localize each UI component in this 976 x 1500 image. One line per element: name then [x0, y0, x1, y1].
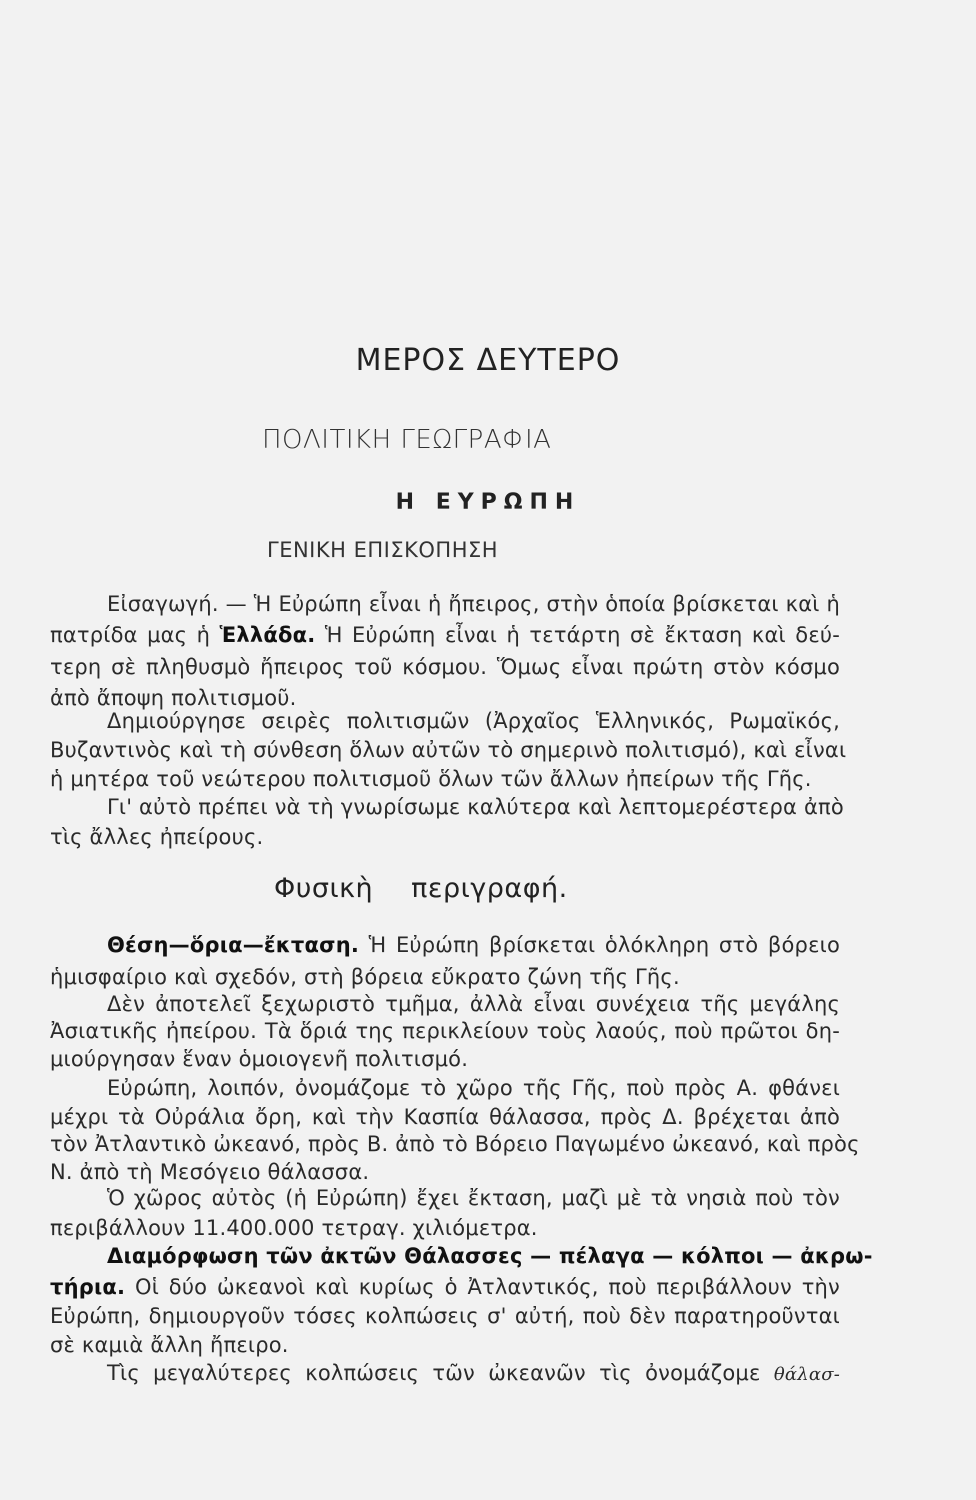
overview-title: ΓΕΝΙΚΗ ΕΠΙΣΚΟΠΗΣΗ [267, 538, 499, 562]
coasts-line-2 [50, 1275, 840, 1299]
position-line-10: Ὁ χῶρος αὐτὸς (ἡ Εὐρώπη) ἔχει ἔκταση, μαζὶ μὲ τὰ νησιὰ ποὺ τὸν [107, 1186, 840, 1210]
europe-title: Η ΕΥΡΩΠΗ [395, 490, 581, 515]
position-line-5: μιούργησαν ἕναν ὁμοιογενῆ πολιτισμό. [50, 1047, 469, 1071]
intro-line-1: Εἰσαγωγή. — Ἡ Εὐρώπη εἶναι ἡ ἤπειρος, στὴν ὁποία βρίσκεται καὶ ἡ [107, 592, 840, 616]
intro-line-4: ἀπὸ ἄποψη πολιτισμοῦ. [50, 686, 297, 710]
physical-heading-word-2: περιγραφή. [411, 873, 568, 904]
position-line-11: περιβάλλουν 11.400.000 τετραγ. χιλιόμετρα. [50, 1216, 538, 1240]
intro-line-5: Δημιούργησε σειρὲς πολιτισμῶν (Ἀρχαῖος Ἑλληνικός, Ρωμαϊκός, [107, 709, 840, 733]
position-line-1 [107, 933, 840, 957]
position-line-8: τὸν Ἀτλαντικὸ ὠκεανό, πρὸς Β. ἀπὸ τὸ Βόρειο Παγωμένο ὠκεανό, καὶ πρὸς [50, 1132, 860, 1156]
physical-description-heading [274, 873, 568, 904]
intro-line-2-c: Ἡ Εὐρώπη εἶναι ἡ τετάρτη σὲ ἔκταση καὶ δεύ- [315, 623, 840, 647]
intro-line-3: τερη σὲ πληθυσμὸ ἤπειρος τοῦ κόσμου. Ὅμως εἶναι πρώτη στὸν κόσμο [50, 655, 840, 679]
intro-line-9: τὶς ἄλλες ἠπείρους. [50, 825, 264, 849]
coasts-line-5-text: Τὶς μεγαλύτερες κολπώσεις τῶν ὠκεανῶν τὶς ὀνομάζομε [107, 1361, 774, 1385]
coasts-line-4: σὲ καμιὰ ἄλλη ἤπειρο. [50, 1333, 289, 1357]
intro-line-8: Γι' αὐτὸ πρέπει νὰ τὴ γνωρίσωμε καλύτερα καὶ λεπτομερέστερα ἀπὸ [107, 795, 844, 819]
position-line-6: Εὐρώπη, λοιπόν, ὀνομάζομε τὸ χῶρο τῆς Γῆς, ποὺ πρὸς Α. φθάνει [107, 1076, 840, 1100]
position-line-7: μέχρι τὰ Οὐράλια ὄρη, καὶ τὴν Κασπία θάλασσα, πρὸς Δ. βρέχεται ἀπὸ [50, 1105, 840, 1129]
intro-greece-bold: Ἑλλάδα. [219, 623, 316, 647]
position-line-3: Δὲν ἀποτελεῖ ξεχωριστὸ τμῆμα, ἀλλὰ εἶναι συνέχεια τῆς μεγάλης [107, 992, 840, 1016]
intro-line-2-a: πατρίδα μας ἡ [50, 623, 220, 647]
position-line-4: Ἀσιατικῆς ἠπείρου. Τὰ ὅριά της περικλείουν τοὺς λαούς, ποὺ πρῶτοι δη- [50, 1019, 840, 1043]
physical-heading-word-1: Φυσικὴ [274, 873, 374, 904]
position-line-9: Ν. ἀπὸ τὴ Μεσόγειο θάλασσα. [50, 1160, 370, 1184]
intro-line-2 [50, 623, 840, 647]
coasts-heading-bold: Διαμόρφωση τῶν ἀκτῶν Θάλασσες — πέλαγα — κόλποι — ἀκρω- [107, 1244, 873, 1268]
position-heading-bold: Θέση—ὅρια—ἔκταση. [107, 933, 360, 957]
intro-line-6: Βυζαντινὸς καὶ τὴ σύνθεση ὅλων αὐτῶν τὸ σημερινὸ πολιτισμό), καὶ εἶναι [50, 738, 847, 762]
position-line-1-rest: Ἡ Εὐρώπη βρίσκεται ὁλόκληρη στὸ βόρειο [359, 933, 840, 957]
intro-line-7: ἡ μητέρα τοῦ νεώτερου πολιτισμοῦ ὅλων τῶν ἄλλων ἠπείρων τῆς Γῆς. [50, 767, 812, 791]
section-title: ΠΟΛΙΤΙΚΗ ΓΕΩΓΡΑΦΙΑ [262, 425, 552, 455]
catchword: θάλασ- [773, 1364, 840, 1385]
part-title: ΜΕΡΟΣ ΔΕΥΤΕΡΟ [355, 343, 621, 378]
position-line-2: ἡμισφαίριο καὶ σχεδόν, στὴ βόρεια εὔκρατο ζώνη τῆς Γῆς. [50, 965, 680, 989]
coasts-line-2-rest: Οἱ δύο ὠκεανοὶ καὶ κυρίως ὁ Ἀτλαντικός, ποὺ περιβάλλουν τὴν [125, 1275, 840, 1299]
coasts-heading-end-bold: τήρια. [50, 1275, 126, 1299]
coasts-line-3: Εὐρώπη, δημιουργοῦν τόσες κολπώσεις σ' αὐτή, ποὺ δὲν παρατηροῦνται [50, 1304, 840, 1328]
coasts-line-5 [107, 1361, 840, 1385]
